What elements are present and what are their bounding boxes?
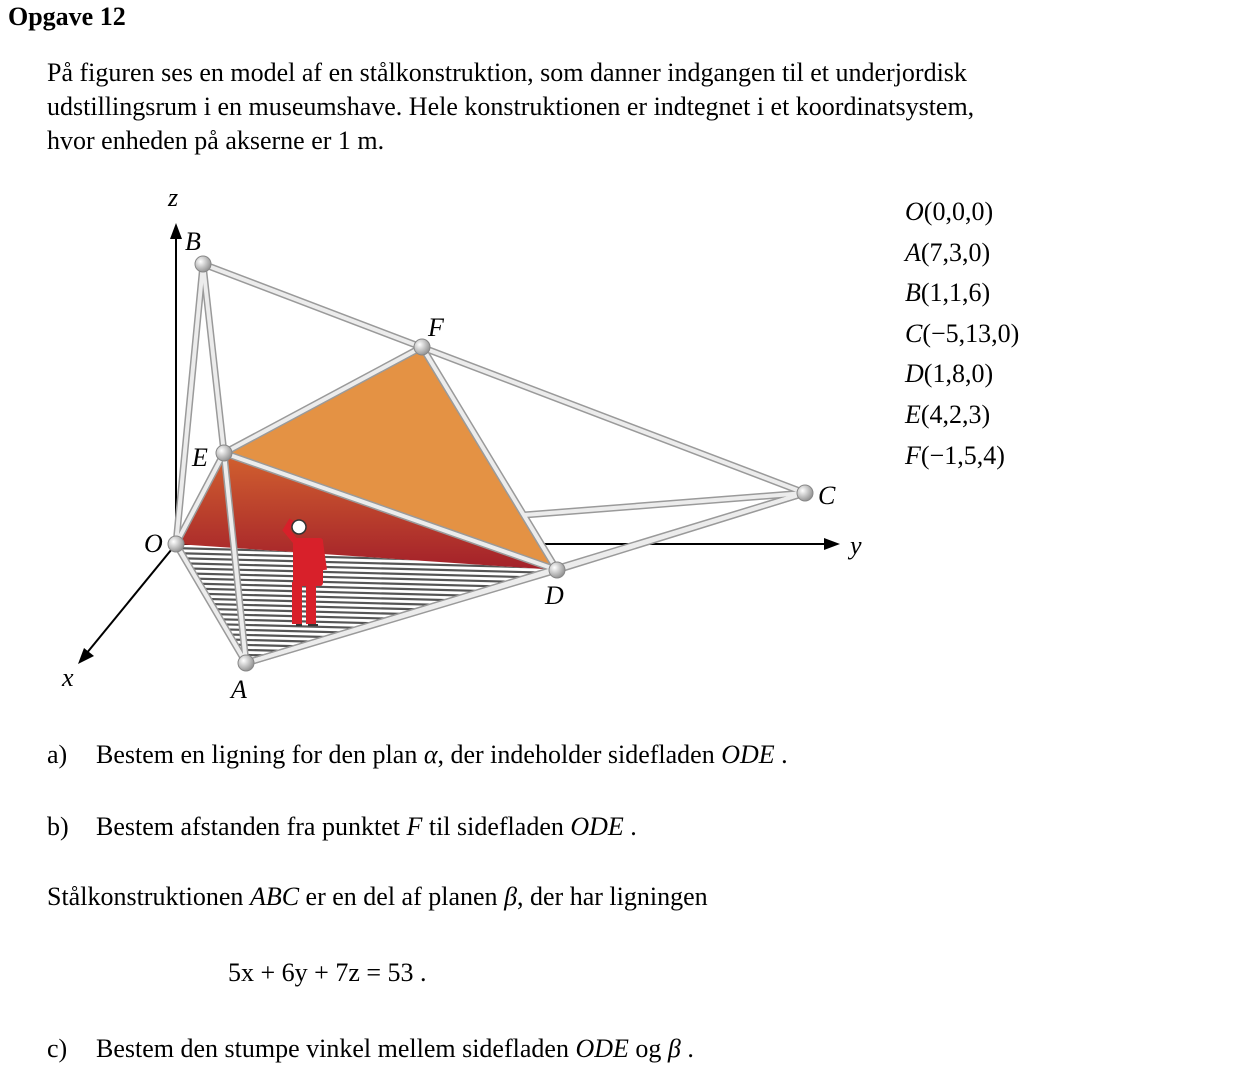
coord-row: E(4,2,3) (905, 399, 991, 429)
intro-line-1: På figuren ses en model af en stålkonstruktion, som danner indgangen til et underjordisk (47, 58, 967, 87)
label-C: C (818, 481, 836, 510)
hatch-line (170, 663, 560, 673)
point-coordinates (905, 192, 1019, 476)
coord-row: C(−5,13,0) (905, 318, 1020, 348)
node-E (216, 445, 232, 461)
node-A (238, 655, 254, 671)
hatch-line (170, 648, 560, 658)
hatch-line (170, 613, 560, 623)
hatch-line (170, 658, 560, 668)
label-F: F (428, 313, 444, 342)
x-axis-label: x (62, 663, 74, 692)
node-O (168, 536, 184, 552)
label-D: D (545, 581, 564, 610)
task-title: Opgave 12 (8, 2, 126, 31)
intro-line-2: udstillingsrum i en museumshave. Hele konstruktionen er indtegnet i et koordinatsystem, (47, 92, 975, 121)
hatch-line (170, 653, 560, 663)
label-A: A (231, 675, 247, 704)
coord-row: D(1,8,0) (905, 359, 994, 389)
coord-row: B(1,1,6) (905, 278, 991, 308)
hatch-line (170, 673, 560, 683)
question-c: c) Bestem den stumpe vinkel mellem sidefladen ODE og β . (47, 1034, 694, 1063)
steel-construction-figure (0, 170, 880, 710)
label-B: B (185, 227, 201, 256)
question-b: b) Bestem afstanden fra punktet F til sidefladen ODE . (47, 812, 637, 841)
hatch-line (170, 643, 560, 653)
question-c-intro: Stålkonstruktionen ABC er en del af planen β, der har ligningen (47, 882, 708, 911)
node-B (195, 256, 211, 272)
intro-text (47, 56, 1197, 158)
hatch-line (170, 608, 560, 618)
hatch-line (170, 573, 560, 583)
coord-row: F(−1,5,4) (905, 440, 1005, 470)
hatch-line (170, 568, 560, 578)
hatch-line (170, 593, 560, 603)
intro-line-3: hvor enheden på akserne er 1 m. (47, 126, 385, 155)
hatch-line (170, 603, 560, 613)
plane-equation: 5x + 6y + 7z = 53 . (228, 958, 427, 987)
question-a: a) Bestem en ligning for den plan α, der indeholder sidefladen ODE . (47, 740, 788, 769)
label-O: O (144, 529, 163, 558)
node-D (549, 562, 565, 578)
floor-hatching (170, 548, 560, 683)
coord-row: A(7,3,0) (905, 237, 991, 267)
coord-row: O(0,0,0) (905, 197, 994, 226)
label-E: E (192, 443, 208, 472)
z-axis-label: z (168, 183, 179, 212)
hatch-line (170, 668, 560, 678)
y-axis-label: y (850, 531, 862, 560)
hatch-line (170, 598, 560, 608)
node-C (797, 485, 813, 501)
x-axis (78, 544, 176, 664)
